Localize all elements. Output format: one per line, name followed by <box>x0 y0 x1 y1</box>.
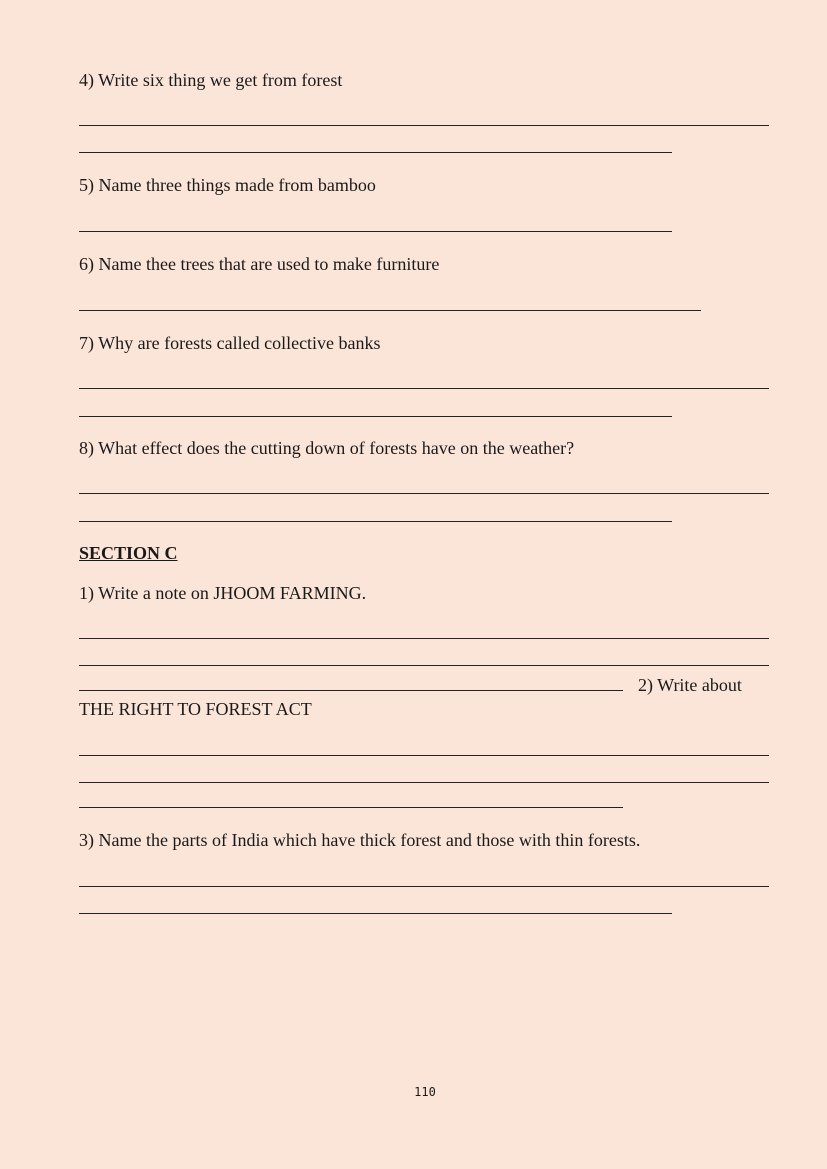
answer-line[interactable] <box>79 913 672 914</box>
section-c-question-3: 3) Name the parts of India which have thick forest and those with thin forests. <box>79 830 641 850</box>
answer-line[interactable] <box>79 782 769 783</box>
answer-line[interactable] <box>79 125 769 126</box>
question-4: 4) Write six thing we get from forest <box>79 70 343 90</box>
answer-line[interactable] <box>79 388 769 389</box>
answer-line[interactable] <box>79 152 672 153</box>
answer-line[interactable] <box>79 231 672 232</box>
answer-line[interactable] <box>79 755 769 756</box>
answer-line[interactable] <box>79 690 623 691</box>
page-number: 110 <box>414 1085 436 1099</box>
answer-line[interactable] <box>79 521 672 522</box>
question-6: 6) Name thee trees that are used to make furniture <box>79 254 440 274</box>
section-heading: SECTION C <box>79 543 178 563</box>
section-c-question-2: 2) Write about <box>638 675 742 695</box>
question-7: 7) Why are forests called collective banks <box>79 333 381 353</box>
question-5: 5) Name three things made from bamboo <box>79 175 376 195</box>
question-8: 8) What effect does the cutting down of forests have on the weather? <box>79 438 575 458</box>
answer-line[interactable] <box>79 310 701 311</box>
section-c-question-2-continued: THE RIGHT TO FOREST ACT <box>79 699 312 719</box>
answer-line[interactable] <box>79 493 769 494</box>
answer-line[interactable] <box>79 886 769 887</box>
answer-line[interactable] <box>79 638 769 639</box>
section-c-question-1: 1) Write a note on JHOOM FARMING. <box>79 583 367 603</box>
answer-line[interactable] <box>79 665 769 666</box>
answer-line[interactable] <box>79 416 672 417</box>
answer-line[interactable] <box>79 807 623 808</box>
